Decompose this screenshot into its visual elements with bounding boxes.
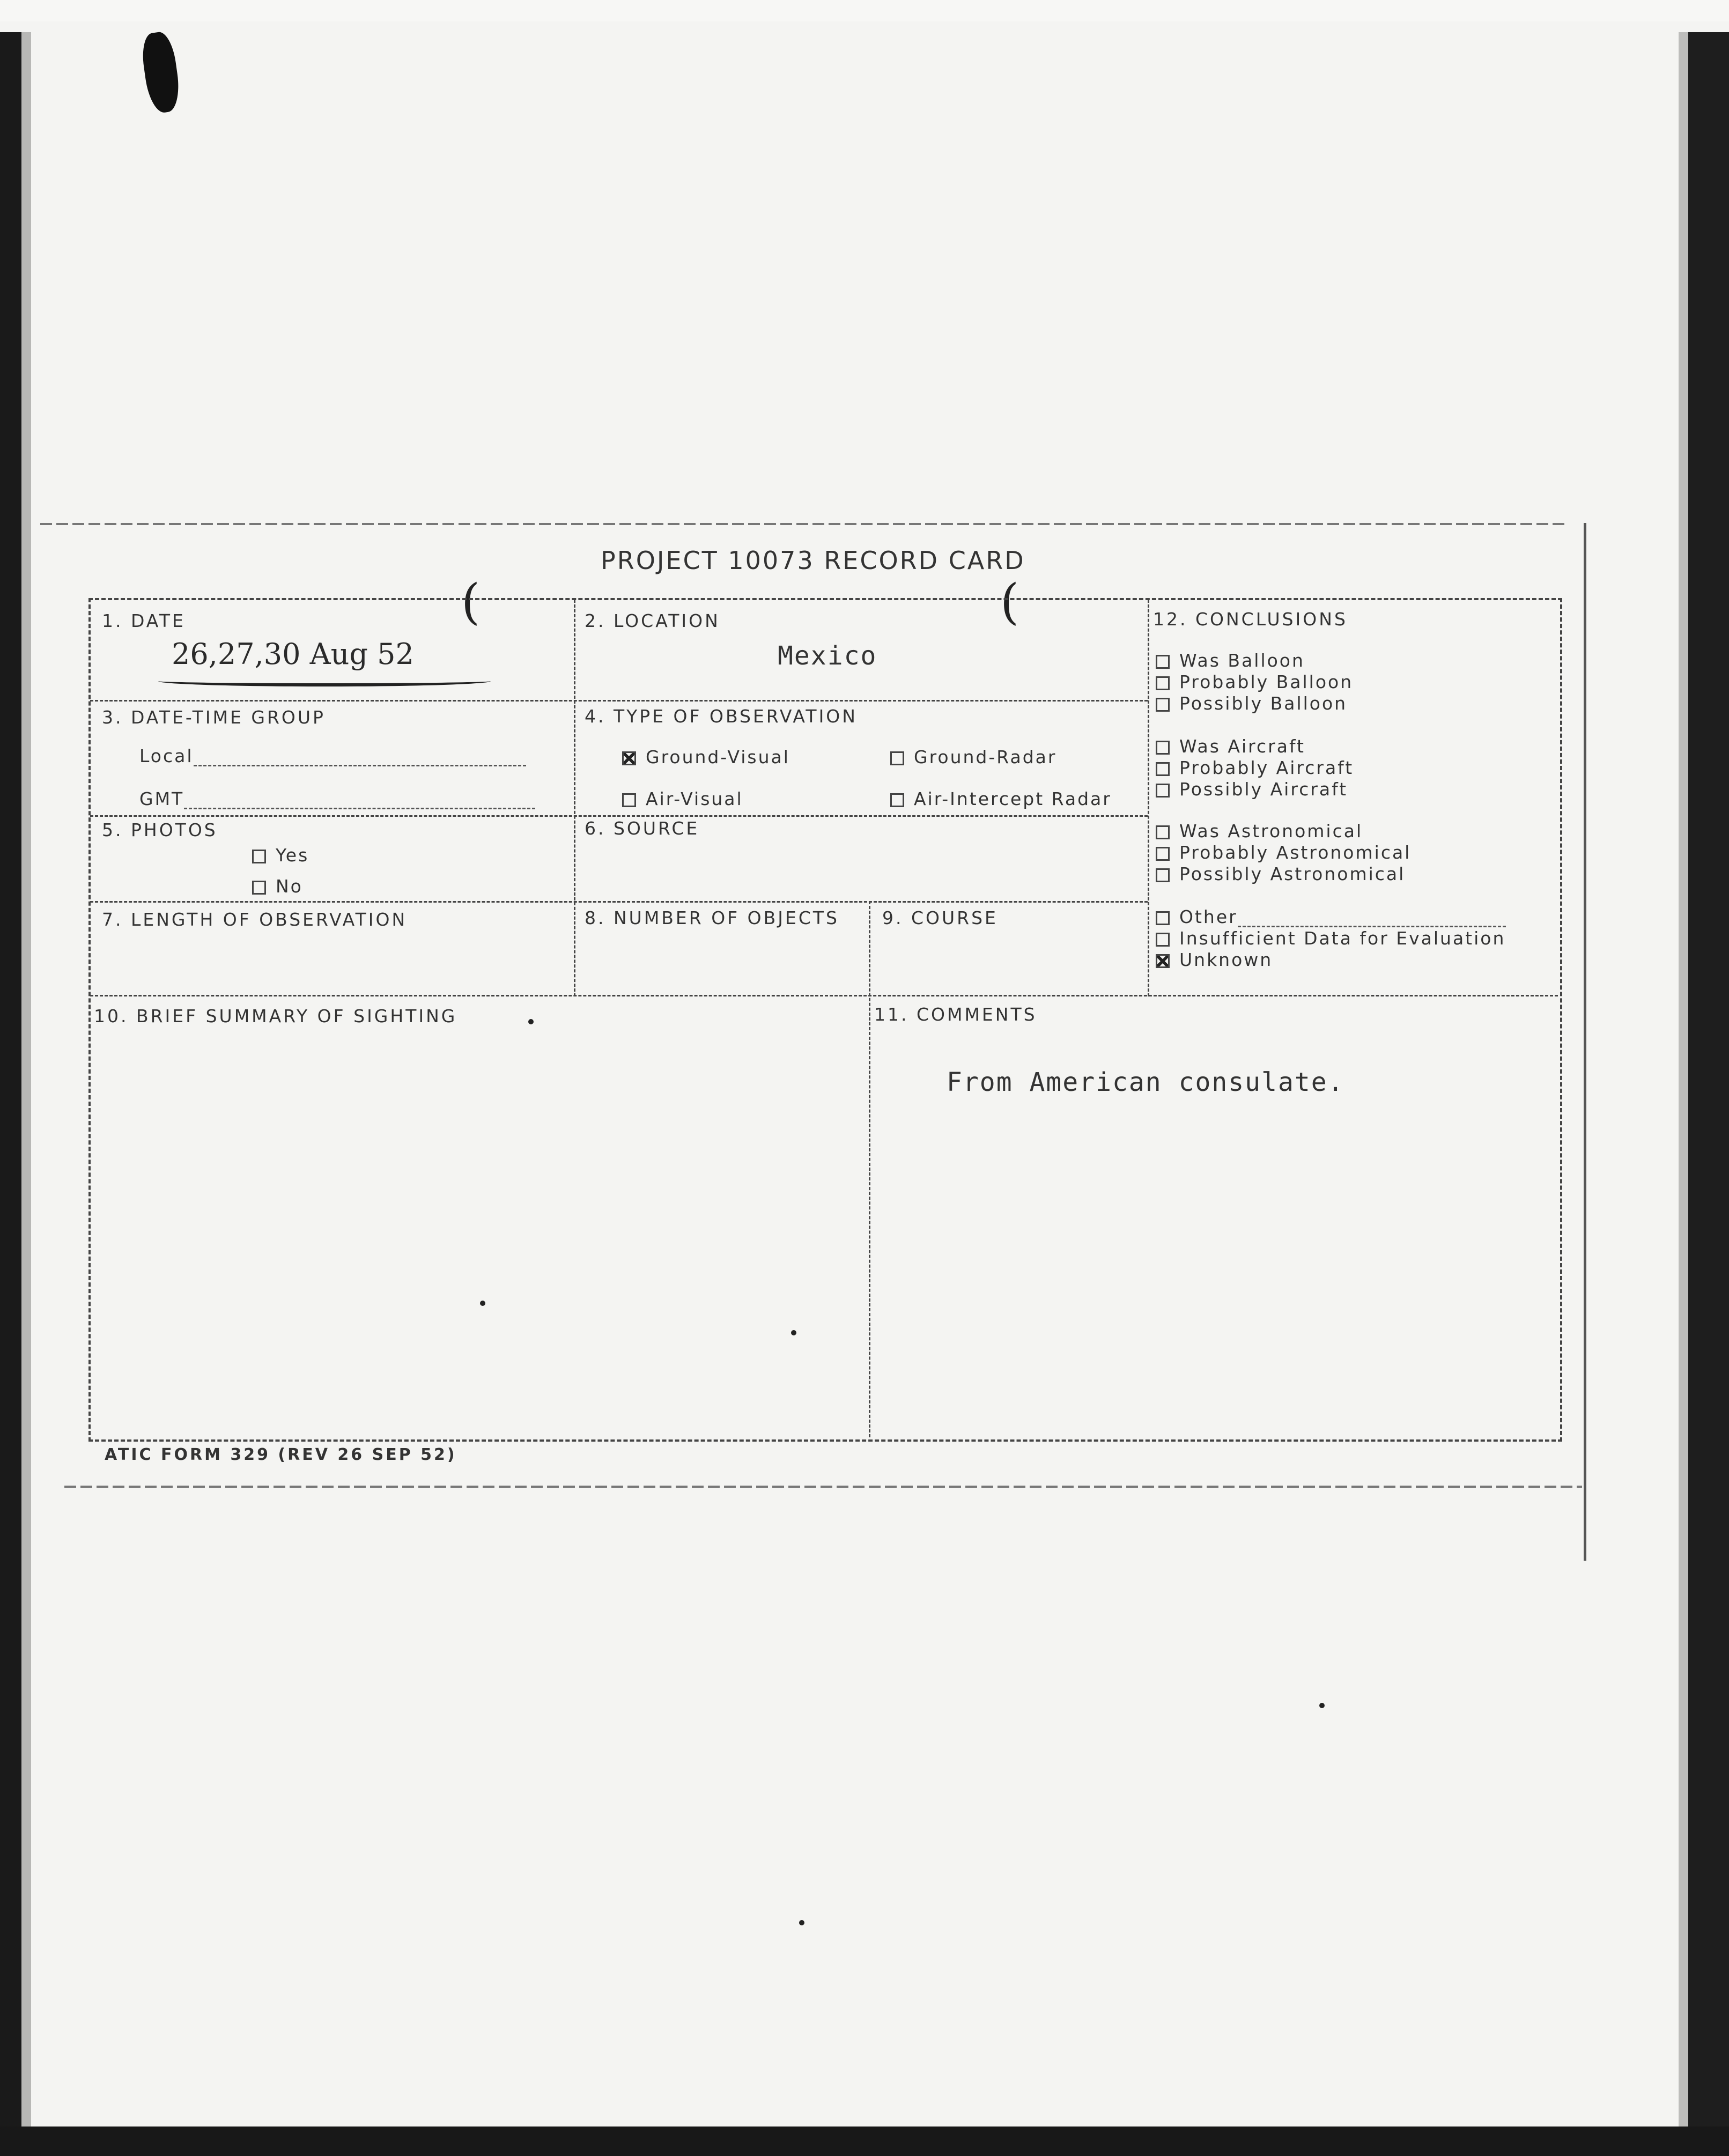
checkbox-icon xyxy=(1156,868,1170,882)
checkbox-icon xyxy=(1156,933,1170,947)
conclusion-possibly-aircraft xyxy=(1156,779,1348,800)
card-bottom-edge xyxy=(64,1486,1582,1488)
option-label: Air-Visual xyxy=(646,788,743,809)
conclusion-was-aircraft xyxy=(1156,736,1305,757)
date-time-group-label: 3. DATE-TIME GROUP xyxy=(102,707,326,728)
conclusion-probably-aircraft xyxy=(1156,757,1354,778)
option-label: Insufficient Data for Evaluation xyxy=(1179,928,1506,949)
course-label: 9. COURSE xyxy=(882,907,998,928)
other-line xyxy=(1238,910,1506,927)
checkbox-icon xyxy=(252,850,266,863)
conclusion-unknown xyxy=(1156,949,1273,970)
checkbox-icon xyxy=(1156,847,1170,861)
source-label: 6. SOURCE xyxy=(585,818,700,839)
hole-punch-mark-left: ( xyxy=(461,574,481,630)
checkbox-icon xyxy=(622,793,636,807)
card-right-edge xyxy=(1584,523,1586,1561)
gmt-time-field xyxy=(139,788,535,809)
checkbox-icon xyxy=(1156,698,1170,712)
option-label: Ground-Radar xyxy=(914,747,1057,767)
hole-punch-mark-right: ( xyxy=(1000,574,1019,630)
location-label: 2. LOCATION xyxy=(585,610,720,631)
local-label: Local xyxy=(139,745,194,766)
film-right-border xyxy=(1679,32,1729,2156)
speck xyxy=(791,1330,796,1335)
observation-option-air-visual xyxy=(622,788,743,809)
comments-label: 11. COMMENTS xyxy=(874,1004,1037,1025)
observation-option-ground-radar xyxy=(890,747,1056,767)
conclusion-possibly-balloon xyxy=(1156,693,1347,714)
row-divider-1 xyxy=(90,700,1148,702)
checkbox-checked-icon xyxy=(1156,954,1170,968)
option-label: No xyxy=(276,876,303,897)
location-value: Mexico xyxy=(778,641,877,671)
film-left-border xyxy=(0,32,31,2156)
card-title: PROJECT 10073 RECORD CARD xyxy=(601,546,1025,575)
option-label: Probably Aircraft xyxy=(1179,757,1354,778)
conclusions-label: 12. CONCLUSIONS xyxy=(1153,609,1348,630)
conclusion-probably-astronomical xyxy=(1156,842,1411,863)
option-label: Possibly Balloon xyxy=(1179,693,1348,714)
film-bottom-border xyxy=(0,2127,1729,2156)
option-label: Air-Intercept Radar xyxy=(914,788,1112,809)
option-label: Possibly Aircraft xyxy=(1179,779,1348,800)
checkbox-icon xyxy=(1156,676,1170,690)
checkbox-icon xyxy=(890,793,904,807)
option-label: Ground-Visual xyxy=(646,747,790,767)
observation-option-air-intercept-radar xyxy=(890,788,1112,809)
checkbox-checked-icon xyxy=(622,751,636,765)
option-label: Was Balloon xyxy=(1179,650,1305,671)
option-label: Other xyxy=(1179,906,1238,927)
speck xyxy=(1319,1703,1325,1708)
date-value: 26,27,30 Aug 52 xyxy=(172,637,414,671)
gmt-label: GMT xyxy=(139,788,184,809)
column-divider-2 xyxy=(1148,600,1149,996)
option-label: Probably Astronomical xyxy=(1179,842,1412,863)
option-label: Yes xyxy=(276,845,309,866)
checkbox-icon xyxy=(1156,655,1170,669)
speck xyxy=(799,1920,804,1925)
option-label: Probably Balloon xyxy=(1179,671,1354,692)
speck xyxy=(528,1019,534,1024)
local-time-field xyxy=(139,745,526,766)
conclusion-probably-balloon xyxy=(1156,671,1353,692)
conclusion-insufficient-data xyxy=(1156,928,1505,949)
option-label: Was Astronomical xyxy=(1179,821,1363,841)
conclusion-other xyxy=(1156,906,1506,927)
column-divider-1 xyxy=(574,600,575,996)
row-divider-4 xyxy=(90,995,1558,996)
row-divider-2 xyxy=(90,815,1148,817)
photos-label: 5. PHOTOS xyxy=(102,819,218,840)
brief-summary-label: 10. BRIEF SUMMARY OF SIGHTING xyxy=(94,1006,457,1027)
local-line xyxy=(194,749,526,766)
column-divider-3 xyxy=(869,901,870,1437)
photos-no-option xyxy=(252,876,303,897)
photos-yes-option xyxy=(252,845,309,866)
conclusion-possibly-astronomical xyxy=(1156,863,1405,884)
conclusion-was-balloon xyxy=(1156,650,1305,671)
checkbox-icon xyxy=(1156,784,1170,798)
checkbox-icon xyxy=(1156,911,1170,925)
checkbox-icon xyxy=(1156,762,1170,776)
film-top-edge xyxy=(0,0,1729,21)
checkbox-icon xyxy=(1156,741,1170,755)
number-of-objects-label: 8. NUMBER OF OBJECTS xyxy=(585,907,839,928)
date-label: 1. DATE xyxy=(102,610,186,631)
option-label: Unknown xyxy=(1179,949,1273,970)
row-divider-3 xyxy=(90,901,1148,903)
conclusion-was-astronomical xyxy=(1156,821,1363,841)
date-underline xyxy=(158,676,491,686)
checkbox-icon xyxy=(890,751,904,765)
observation-option-ground-visual xyxy=(622,747,790,767)
gmt-line xyxy=(184,792,535,809)
length-of-observation-label: 7. LENGTH OF OBSERVATION xyxy=(102,909,408,930)
option-label: Possibly Astronomical xyxy=(1179,863,1406,884)
checkbox-icon xyxy=(252,881,266,895)
speck xyxy=(480,1301,485,1306)
comments-value: From American consulate. xyxy=(947,1067,1344,1097)
form-footer: ATIC FORM 329 (REV 26 SEP 52) xyxy=(105,1445,457,1464)
card-top-edge xyxy=(40,523,1566,525)
checkbox-icon xyxy=(1156,825,1170,839)
option-label: Was Aircraft xyxy=(1179,736,1305,757)
type-of-observation-label: 4. TYPE OF OBSERVATION xyxy=(585,706,858,727)
